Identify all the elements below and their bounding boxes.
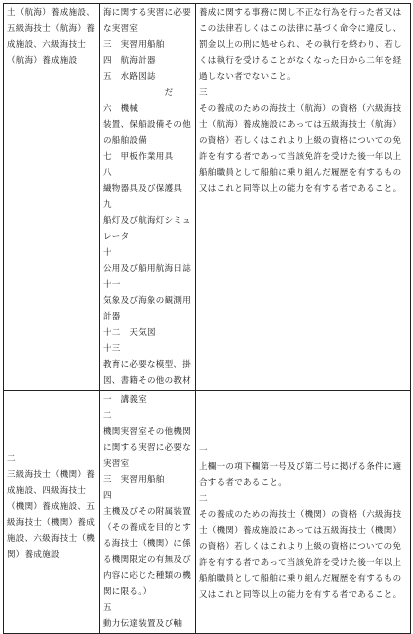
facility-item: 四 航海計器: [103, 56, 156, 66]
facility-item: 四: [103, 491, 112, 501]
category-text: 二 三級海技士（機関）養成施設、四級海技士（機関）養成施設、五級海技士（機関）養成施設、六級海技士（機関）養成施設: [7, 454, 96, 560]
facility-item: 七 甲板作業用具: [103, 152, 174, 162]
facility-item: 三 実習用船舶: [103, 475, 165, 485]
facility-item: 繊物器具及び保護具: [103, 184, 183, 194]
facility-item: 十三: [103, 344, 121, 354]
facilities-cell: [100, 4, 196, 391]
facility-item: 五 水路図誌: [103, 72, 156, 82]
facility-item: 装置、保船設備その他の船舶設備: [103, 120, 192, 146]
category-cell: [4, 391, 100, 634]
facility-item: 五: [103, 603, 112, 613]
facility-item: 教育に必要な模型、掛図、書籍その他の教材: [103, 360, 192, 386]
facility-item: 十一: [103, 280, 121, 290]
requirements-cell: [196, 391, 411, 634]
requirement-item: 上欄一の項下欄第一号及び第二号に掲げる条件に適合する者であること。: [199, 462, 402, 488]
facility-item: 二: [103, 411, 112, 421]
facility-item: 船灯及び航海灯シミュレータ: [103, 216, 191, 242]
facility-item: 九: [103, 200, 112, 210]
facility-item: 海に関する実習に必要な実習室: [103, 8, 192, 34]
training-facility-table: [3, 3, 411, 634]
facility-item: 一 講義室: [103, 395, 148, 405]
facility-item: 十: [103, 248, 112, 258]
facility-item: 機関実習室その他機関に関する実習に必要な実習室: [103, 427, 192, 469]
facility-item: 六 機械: [103, 104, 139, 114]
facility-item: 三 実習用船舶: [103, 40, 165, 50]
requirement-item: その養成のための海技士（機関）の資格（六級海技士（機関）養成施設にあっては五級海技士（機関）の資格）若しくはこれより上級の資格についての免許を有する者であって当該免許を受けた後一年以上船舶職員として船舶に乗り組んだ履歴を有するもの又はこれと同等以上の能力を有する者であること。: [199, 510, 402, 600]
table-row: [4, 4, 411, 391]
facility-item: 公用及び船用航海日誌: [103, 264, 192, 274]
facility-item: 八: [103, 168, 112, 178]
requirements-cell: [196, 4, 411, 391]
requirement-item: 二: [199, 494, 208, 504]
requirement-item: 三: [199, 88, 208, 98]
facilities-cell: [100, 391, 196, 634]
facility-item: 主機及びその附属装置（その養成を目的とする海技士（機関）に係る機関限定の有無及び内容に応じた種類の機関に限る。）: [103, 507, 192, 597]
facility-item: だ: [103, 88, 174, 98]
requirement-item: 一: [199, 446, 208, 456]
category-text: 土（航海）養成施設、五級海技士（航海）養成施設、六級海技士（航海）養成施設: [7, 8, 96, 66]
category-cell: [4, 4, 100, 391]
facility-item: 気象及び海象の観測用計器: [103, 296, 192, 322]
facility-item: 十二 天気図: [103, 328, 156, 338]
requirement-item: 養成に関する事務に関し不正な行為を行った者又はこの法律若しくはこの法律に基づく命令に違反し、罰金以上の刑に処せられ、その執行を終わり、若しくは執行を受けることがなくなった日から二年を経過しない者でないこと。: [199, 8, 402, 82]
requirement-item: その養成のための海技士（航海）の資格（六級海技士（航海）養成施設にあっては五級海技士（航海）の資格）若しくはこれより上級の資格についての免許を有する者であって当該免許を受けた後一年以上船舶職員として船舶に乗り組んだ履歴を有するもの又はこれと同等以上の能力を有する者であること。: [199, 104, 402, 194]
facility-item: 動力伝達装置及び軸: [103, 619, 183, 629]
table-row: [4, 391, 411, 634]
